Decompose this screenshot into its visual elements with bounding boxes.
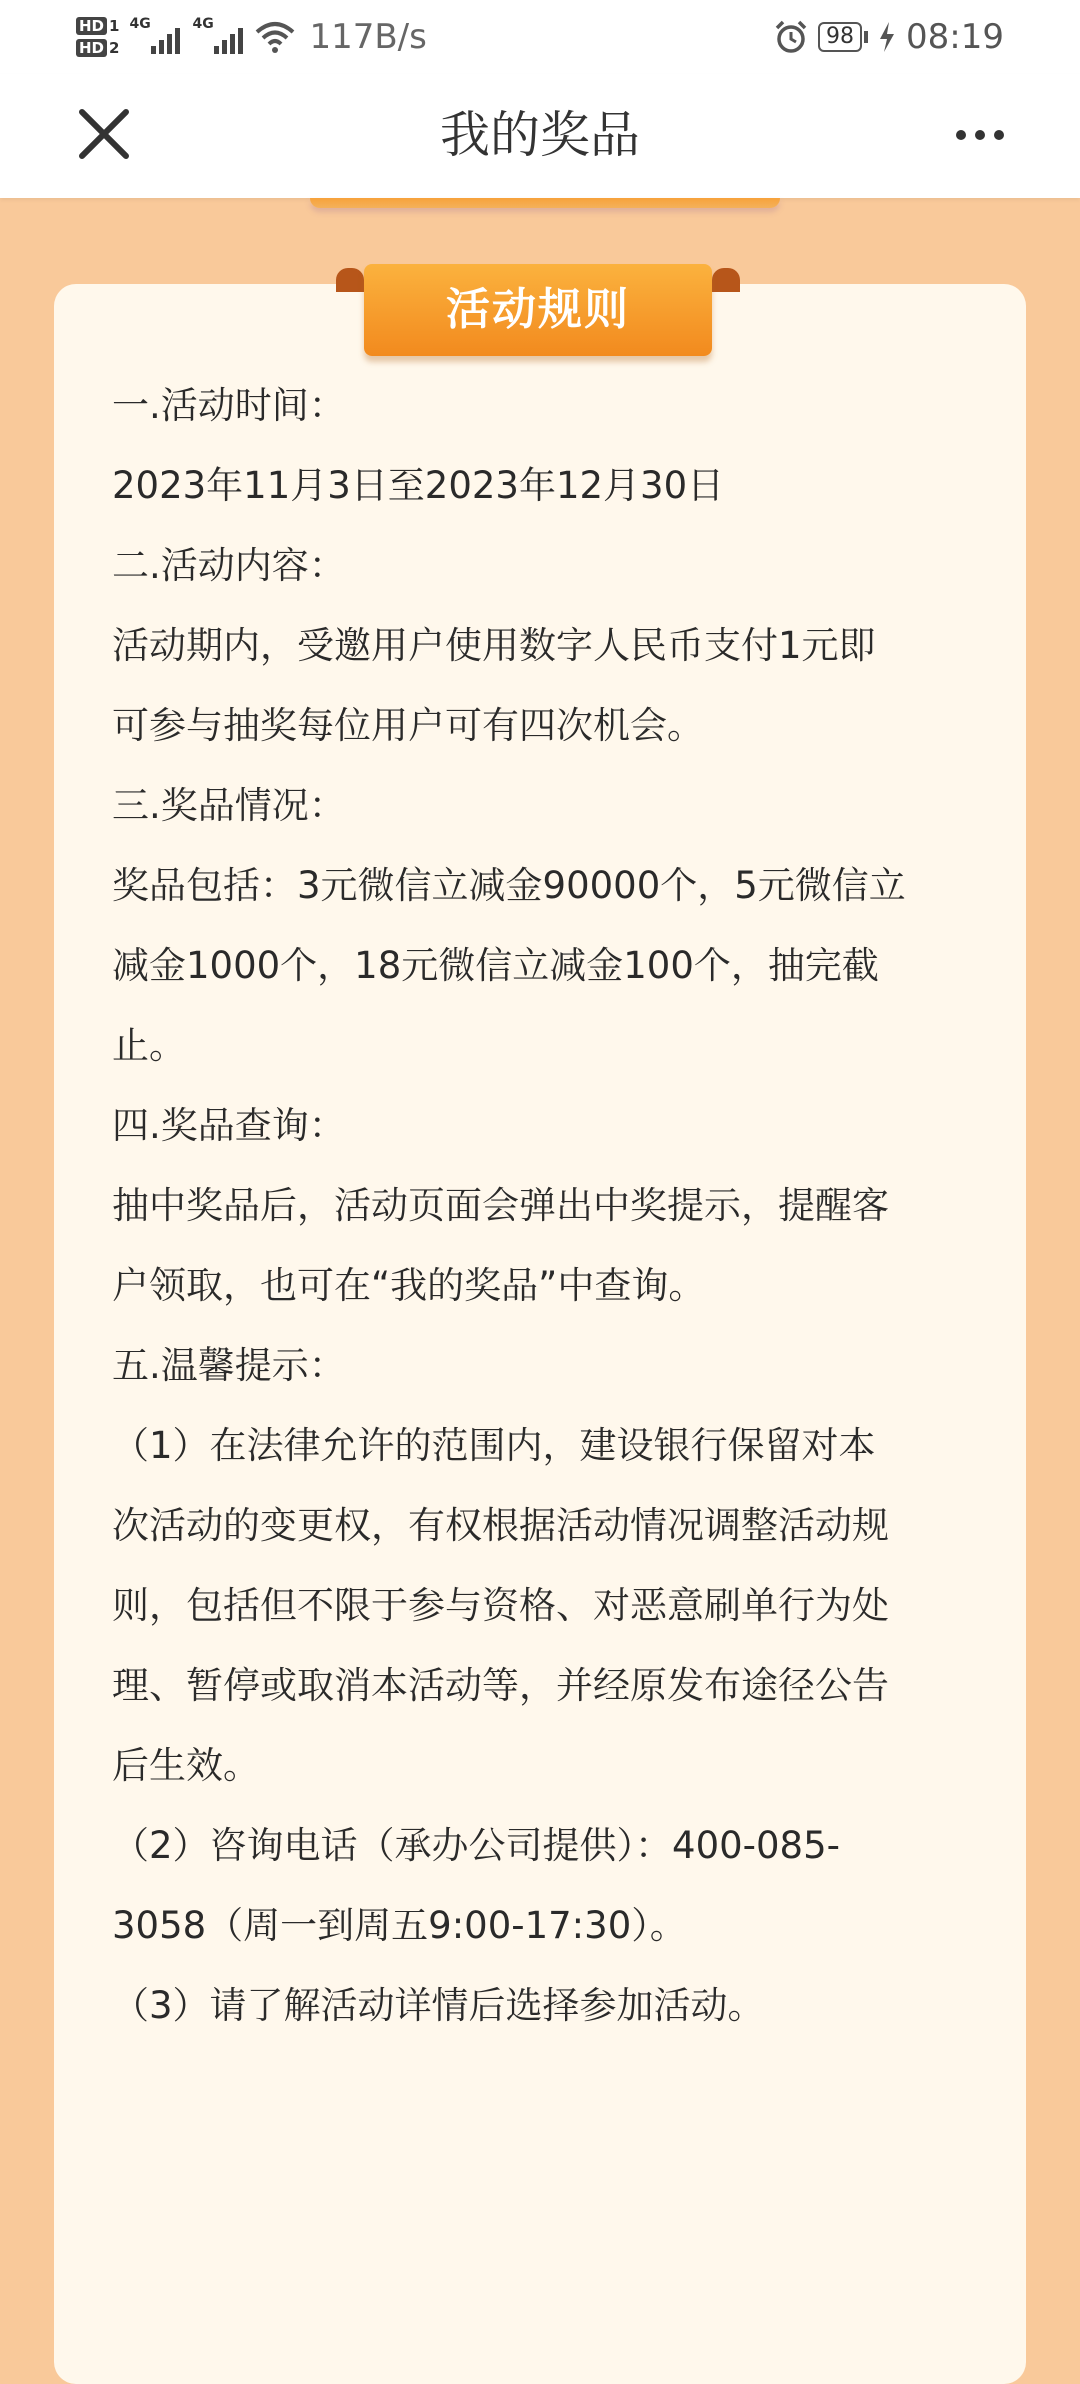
rule-line: 可参与抽奖每位用户可有四次机会。 xyxy=(112,704,704,747)
nav-bar xyxy=(0,74,1080,198)
rule-line: 抽中奖品后，活动页面会弹出中奖提示，提醒客 xyxy=(112,1184,889,1227)
rules-heading-ribbon xyxy=(334,264,742,360)
rule-line: 奖品包括：3元微信立减金90000个，5元微信立 xyxy=(112,864,906,907)
rules-text xyxy=(112,366,972,2046)
status-time: 08:19 xyxy=(906,17,1004,57)
ribbon-ear-left xyxy=(336,268,364,292)
ribbon-ear-right xyxy=(712,268,740,292)
signal-1-icon xyxy=(129,16,180,54)
rule-line: 户领取，也可在“我的奖品”中查询。 xyxy=(112,1264,706,1307)
rule-line: 二.活动内容： xyxy=(112,544,346,587)
rule-line: （2）咨询电话（承办公司提供）：400-085- xyxy=(112,1824,840,1867)
status-bar xyxy=(0,0,1080,74)
hd1-label: HD xyxy=(76,17,107,35)
rule-line: 后生效。 xyxy=(112,1744,260,1787)
rule-line: 五.温馨提示： xyxy=(112,1344,346,1387)
network-type-1: 4G xyxy=(129,16,151,32)
hd1-badge xyxy=(76,17,119,35)
wifi-icon xyxy=(255,20,295,54)
hd-indicators xyxy=(76,17,119,57)
battery-icon xyxy=(818,22,868,52)
hd2-badge xyxy=(76,39,119,57)
status-right xyxy=(774,6,1004,68)
rule-line: 一.活动时间： xyxy=(112,384,346,427)
rules-heading: 活动规则 xyxy=(364,264,712,356)
rule-line: 活动期内，受邀用户使用数字人民币支付1元即 xyxy=(112,624,876,667)
rule-line: 次活动的变更权，有权根据活动情况调整活动规 xyxy=(112,1504,889,1547)
rule-line: 四.奖品查询： xyxy=(112,1104,346,1147)
network-type-2: 4G xyxy=(192,16,214,32)
rule-line: （3）请了解活动详情后选择参加活动。 xyxy=(112,1984,765,2027)
more-options-icon[interactable] xyxy=(954,124,1006,146)
hd2-label: HD xyxy=(76,39,107,57)
rule-line: 则，包括但不限于参与资格、对恶意刷单行为处 xyxy=(112,1584,889,1627)
rule-line: 止。 xyxy=(112,1024,186,1067)
hd1-number: 1 xyxy=(109,17,120,35)
rule-line: 减金1000个，18元微信立减金100个，抽完截 xyxy=(112,944,879,987)
rule-line: 理、暂停或取消本活动等，并经原发布途径公告 xyxy=(112,1664,889,1707)
rule-line: 3058（周一到周五9:00-17:30）。 xyxy=(112,1904,687,1947)
battery-level: 98 xyxy=(818,22,862,52)
page-title: 我的奖品 xyxy=(440,106,640,164)
hd2-number: 2 xyxy=(109,39,120,57)
network-speed: 117B/s xyxy=(309,17,427,57)
rule-line: 2023年11月3日至2023年12月30日 xyxy=(112,464,725,507)
signal-2-icon xyxy=(192,16,243,54)
status-left xyxy=(76,6,427,68)
rule-line: （1）在法律允许的范围内，建设银行保留对本 xyxy=(112,1424,876,1467)
banner-remnant xyxy=(310,198,780,208)
rule-line: 三.奖品情况： xyxy=(112,784,346,827)
alarm-icon xyxy=(774,20,808,54)
charging-bolt-icon xyxy=(878,22,896,52)
